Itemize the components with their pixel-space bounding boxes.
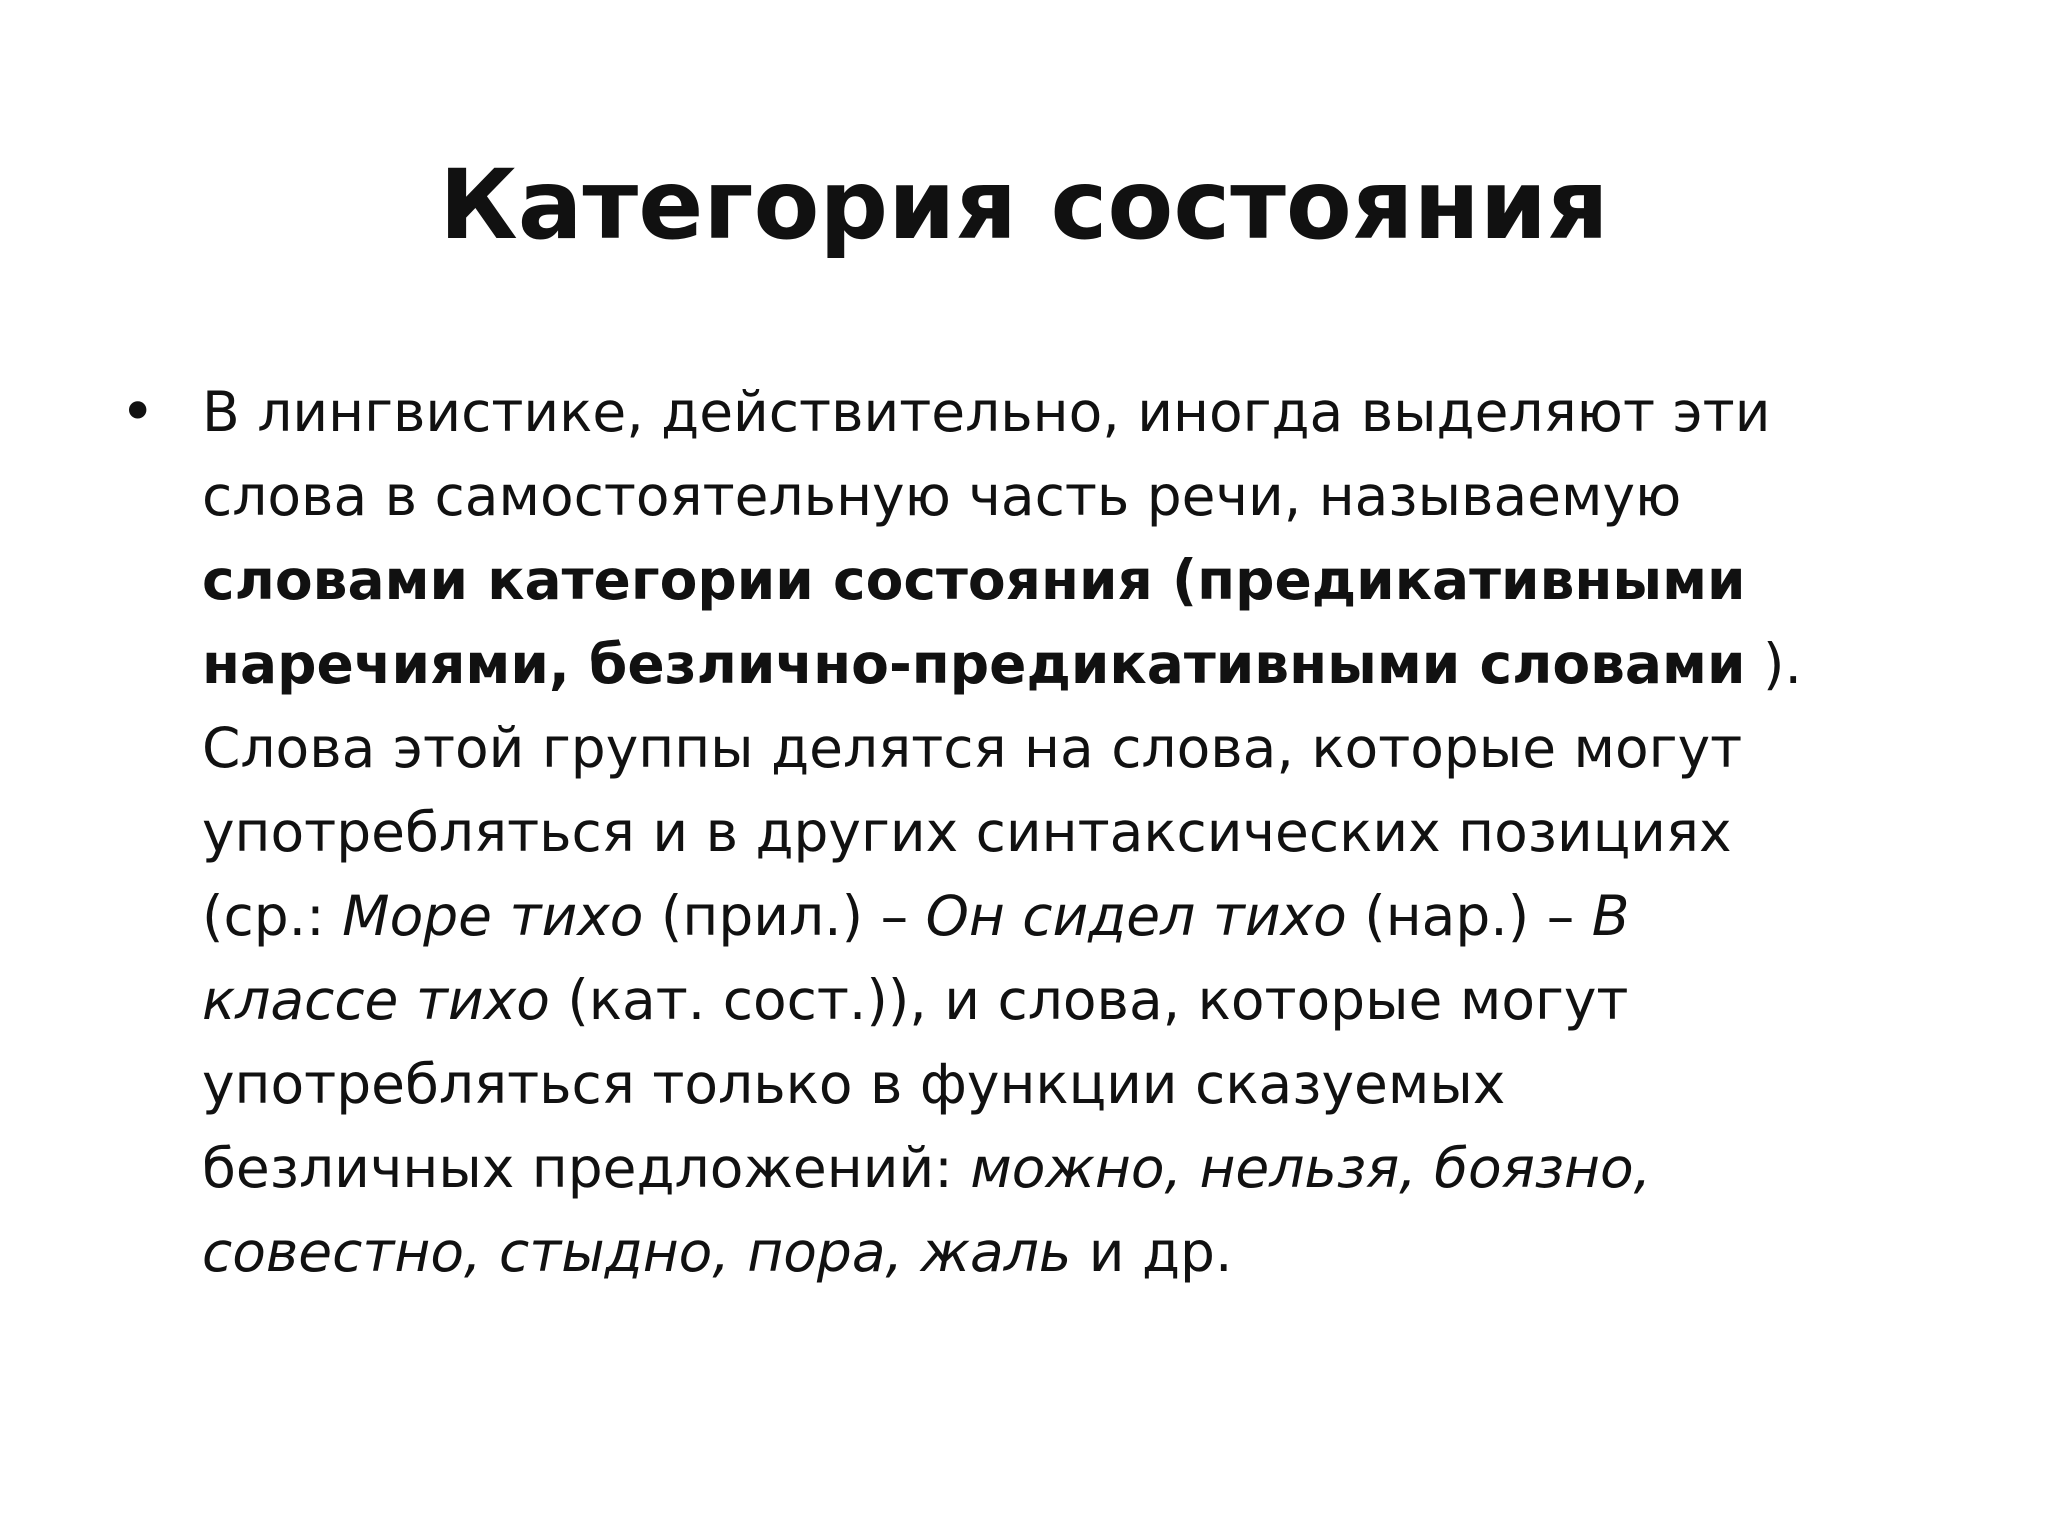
text-run: ). [1745, 632, 1802, 696]
italic-example: Он сидел тихо [925, 884, 1347, 948]
text-run: (прил.) – [643, 884, 926, 948]
text-run: слова в самостоятельную часть речи, называемую [202, 464, 1682, 528]
text-line [202, 1210, 1962, 1294]
italic-example: совестно, стыдно, пора, жаль [202, 1220, 1072, 1284]
italic-example: В [1591, 884, 1630, 948]
bullet-icon: • [120, 377, 156, 447]
bold-text: наречиями, безлично-предикативными словами [202, 632, 1746, 696]
text-run: (нар.) – [1346, 884, 1592, 948]
text-line [202, 1126, 1962, 1210]
bold-text: словами категории состояния (предикативными [202, 548, 1746, 612]
italic-example: классе тихо [202, 968, 550, 1032]
text-line [202, 958, 1962, 1042]
text-run: употребляться только в функции сказуемых [202, 1052, 1506, 1116]
text-run: В лингвистике, действительно, иногда выделяют эти [202, 380, 1771, 444]
text-line [202, 622, 1962, 706]
text-line [202, 706, 1962, 790]
text-run: употребляться и в других синтаксических позициях [202, 800, 1732, 864]
italic-example: Море тихо [342, 884, 644, 948]
text-line [202, 790, 1962, 874]
text-line [202, 874, 1962, 958]
slide-title: Категория состояния [439, 149, 1609, 261]
bullet-text [202, 370, 1962, 1294]
text-run: (ср.: [202, 884, 343, 948]
text-run: Слова этой группы делятся на слова, которые могут [202, 716, 1743, 780]
text-line [202, 370, 1962, 454]
text-line [202, 1042, 1962, 1126]
text-run: безличных предложений: [202, 1136, 971, 1200]
text-run: (кат. сост.)), и слова, которые могут [549, 968, 1629, 1032]
italic-example: можно, нельзя, боязно, [970, 1136, 1652, 1200]
text-line [202, 538, 1962, 622]
text-run: и др. [1071, 1220, 1233, 1284]
text-line [202, 454, 1962, 538]
